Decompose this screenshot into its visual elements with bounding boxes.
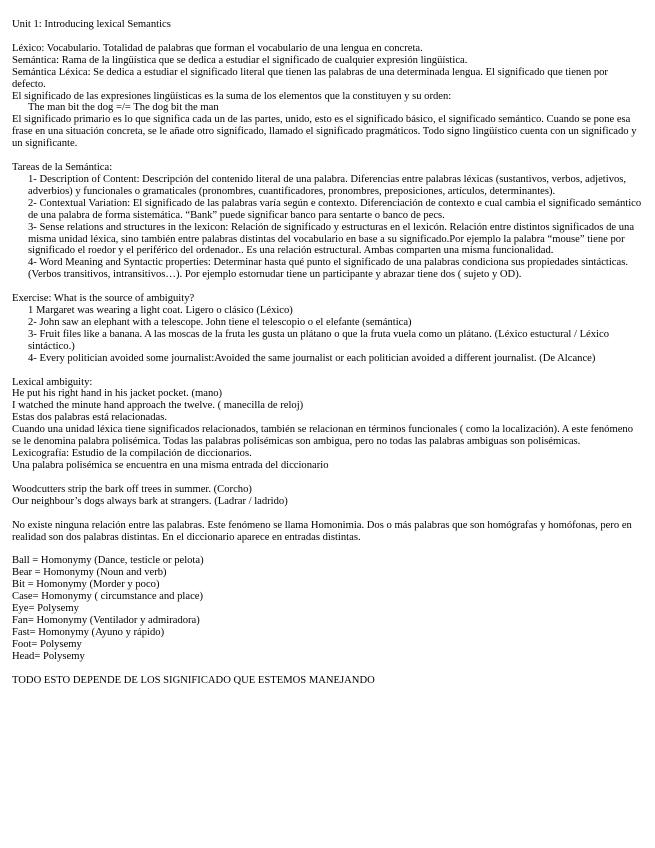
spacer (12, 472, 642, 484)
definition-significado: El significado de las expresiones lingüísticas es la suma de los elementos que la constituyen y su orden: (12, 90, 452, 102)
bark-line: Woodcutters strip the bark off trees in summer. (Corcho) (12, 483, 252, 495)
lexical-line: Estas dos palabras está relacionadas. (12, 412, 168, 424)
lexical-ambiguity-heading: Lexical ambiguity: (12, 376, 93, 388)
word-list-item: Bit = Homonymy (Morder y poco) (12, 579, 160, 591)
definition-lexico: Léxico: Vocabulario. Totalidad de palabras que forman el vocabulario de una lengua en concreta. (12, 42, 423, 54)
primary-meaning-paragraph: El significado primario es lo que significa cada un de las partes, unido, esto es el significado básico, el significado semántico. Cuando se pone esa frase en una situación concreta, se le añade otro significado, llamado el significado pragmáticos. Todo signo lingüístico cuenta con un significado y un significante. (12, 114, 637, 150)
document-title: Unit 1: Introducing lexical Semantics (12, 19, 171, 30)
homonymy-paragraph: No existe ninguna relación entre las palabras. Este fenómeno se llama Homonimia. Dos o más palabras que son homógrafas y homófonas, pero en realidad son dos palabras distintas. En el diccionario aparece en entradas distintas. (12, 519, 632, 543)
exercise-heading: Exercise: What is the source of ambiguity? (12, 293, 195, 305)
word-list-item: Fast= Homonymy (Ayuno y rápido) (12, 626, 165, 638)
example-dog: The man bit the dog =/= The dog bit the man (28, 102, 219, 114)
word-list-item: Ball = Homonymy (Dance, testicle or pelota) (12, 555, 204, 567)
word-list-item: Foot= Polysemy (12, 638, 82, 650)
exercise-item: 2- John saw an elephant with a telescope. John tiene el telescopio o el elefante (semántica) (28, 316, 412, 328)
definition-semantica: Semántica: Rama de la lingüística que se dedica a estudiar el significado de cualquier expresión lingüística. (12, 54, 468, 66)
lexical-line: He put his right hand in his jacket pocket. (mano) (12, 388, 223, 400)
word-list-item: Eye= Polysemy (12, 603, 79, 615)
lexical-line: Lexicografía: Estudio de la compilación de diccionarios. (12, 448, 252, 459)
exercise-item: 3- Fruit files like a banana. A las moscas de la fruta les gusta un plátano o que la fruta vuela como un plátano. (Léxico estuctural / Léxico sintáctico.) (28, 328, 610, 352)
spacer (12, 508, 642, 520)
spacer (12, 543, 642, 555)
task-item: 1- Description of Content: Descripción del contenido literal de una palabra. Diferencias entre palabras léxicas (sustantivos, verbos, adjetivos, adverbios) y funcionales o gramaticales (pronombres, cuantificadores, pronombres, preposiciones, artículos, determinantes). (28, 173, 627, 197)
spacer (12, 663, 642, 675)
exercise-item: 1 Margaret was wearing a light coat. Ligero o clásico (Léxico) (28, 305, 293, 317)
task-item: 2- Contextual Variation: El significado de las palabras varía según e contexto. Diferenciación de contexto e cual cambia el significado semántico de una palabra de forma sistemática. “Bank” puede significar banco para sentarte o banco de pecs. (28, 197, 642, 221)
task-item: 4- Word Meaning and Syntactic properties: Determinar hasta qué punto el significado de una palabras condiciona sus propiedades sintácticas. (Verbos transitivos, intransitivos…). Por ejemplo estornudar tiene un participante y abrazar tiene dos ( sujeto y OD). (28, 257, 628, 281)
bark-line: Our neighbour’s dogs always bark at strangers. (Ladrar / ladrido) (12, 495, 288, 507)
spacer (12, 365, 642, 377)
word-list-item: Bear = Homonymy (Noun and verb) (12, 567, 167, 579)
document-page (12, 19, 642, 687)
spacer (12, 281, 642, 293)
word-list-item: Head= Polysemy (12, 650, 85, 662)
definition-semantica-lexica: Semántica Léxica: Se dedica a estudiar el significado literal que tienen las palabras de una determinada lengua. El significado que tienen por defecto. (12, 66, 608, 90)
task-item: 3- Sense relations and structures in the lexicon: Relación de significado y estructuras en el lexicón. Relación entre distintos significados de una misma unidad léxica, sino también entre palabras distintas del vocabulario en base a su significado.Por ejemplo la palabra “mouse” tiene por significado el roedor y el periférico del ordenador.. Es una relación estructural. Ambas comparten una misma funcionalidad. (28, 221, 635, 257)
closing-statement: TODO ESTO DEPENDE DE LOS SIGNIFICADO QUE ESTEMOS MANEJANDO (12, 674, 375, 686)
lexical-line: Una palabra polisémica se encuentra en una misma entrada del diccionario (12, 459, 329, 471)
word-list-item: Case= Homonymy ( circumstance and place) (12, 591, 204, 603)
spacer (12, 150, 642, 162)
tasks-heading: Tareas de la Semántica: (12, 162, 113, 174)
lexical-line: Cuando una unidad léxica tiene significados relacionados, también se relacionan en términos funcionales ( como la localización). A este fenómeno se le denomina palabra polisémica. Todas las palabras polisémicas son ambigua, pero no todas las palabras ambiguas son polisémicas. (12, 424, 633, 448)
word-list-item: Fan= Homonymy (Ventilador y admiradora) (12, 614, 200, 626)
lexical-line: I watched the minute hand approach the twelve. ( manecilla de reloj) (12, 400, 304, 412)
exercise-item: 4- Every politician avoided some journalist:Avoided the same journalist or each politician avoided a different journalist. (De Alcance) (28, 352, 596, 364)
